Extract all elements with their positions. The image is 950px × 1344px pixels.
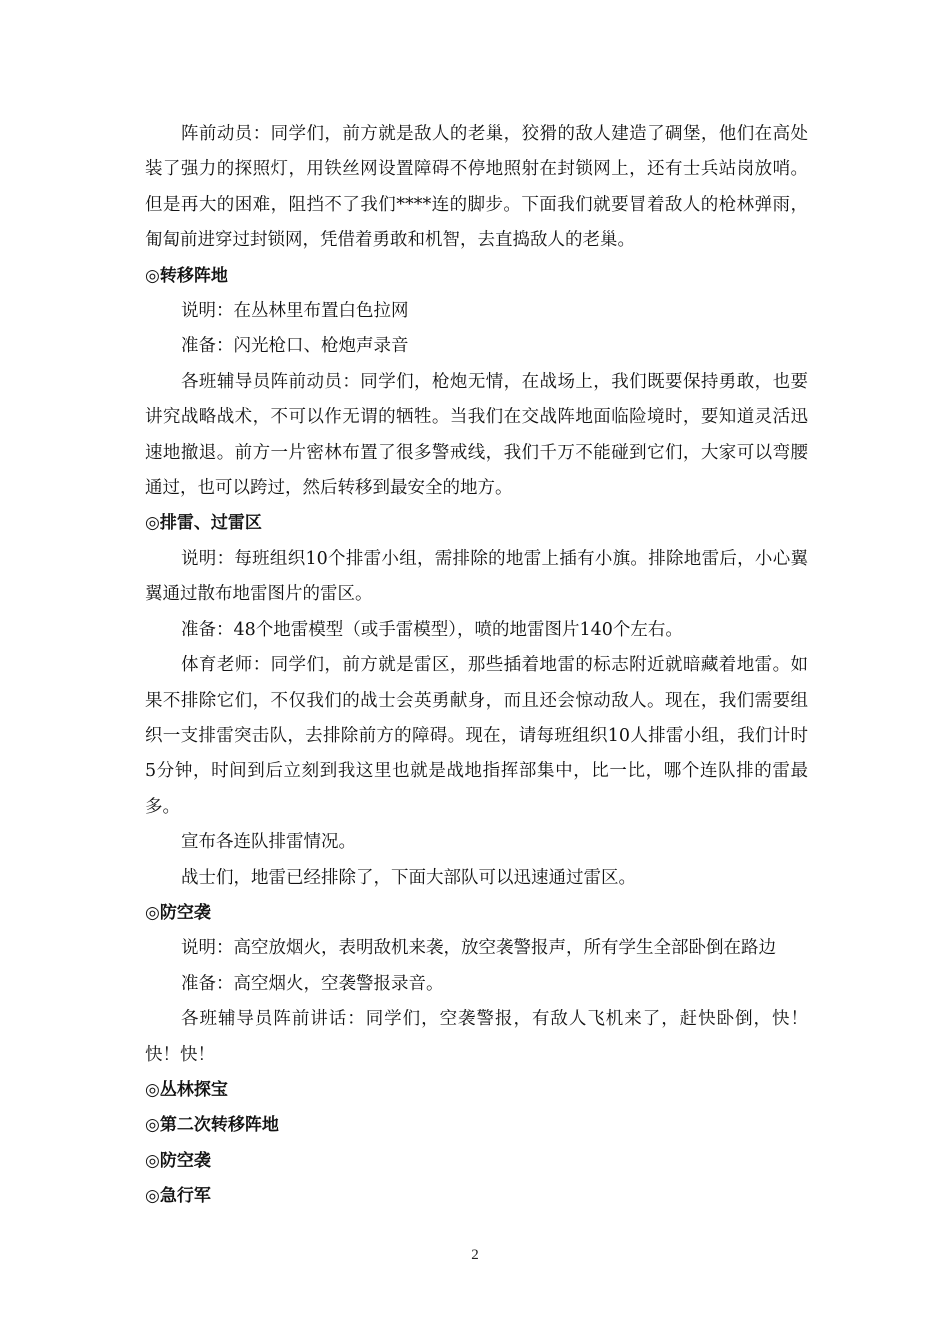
- section-heading-mine-clearing: ◎排雷、过雷区: [145, 513, 262, 534]
- section-heading-move-position: ◎转移阵地: [145, 265, 228, 286]
- paragraph-mine-preparation: 准备：48个地雷模型（或手雷模型），喷的地雷图片140个左右。: [181, 619, 683, 640]
- section-heading-second-move: ◎第二次转移阵地: [145, 1115, 279, 1136]
- page-number: 2: [471, 1247, 479, 1263]
- paragraph-mine-announce: 宣布各连队排雷情况。: [181, 832, 356, 853]
- paragraph-mine-description: 说明：每班组织10个排雷小组，需排除的地雷上插有小旗。排除地雷后，小心翼翼通过散布地雷图片的雷区。: [145, 548, 808, 605]
- paragraph-move-description: 说明：在丛林里布置白色拉网: [181, 301, 409, 322]
- section-heading-air-raid: ◎防空袭: [145, 902, 211, 923]
- paragraph-move-preparation: 准备：闪光枪口、枪炮声录音: [181, 336, 409, 357]
- paragraph-move-speech: 各班辅导员阵前动员：同学们，枪炮无情，在战场上，我们既要保持勇敢，也要讲究战略战术，不可以作无谓的牺牲。当我们在交战阵地面临险境时，要知道灵活迅速地撤退。前方一片密林布置了很多警戒线，我们千万不能碰到它们，大家可以弯腰通过，也可以跨过，然后转移到最安全的地方。: [145, 371, 808, 499]
- paragraph-air-raid-description: 说明：高空放烟火，表明敌机来袭，放空袭警报声，所有学生全部卧倒在路边: [181, 938, 776, 959]
- paragraph-air-raid-speech: 各班辅导员阵前讲话：同学们，空袭警报，有敌人飞机来了，赶快卧倒，快！快！快！: [145, 1009, 808, 1065]
- paragraph-mine-speech: 体育老师：同学们，前方就是雷区，那些插着地雷的标志附近就暗藏着地雷。如果不排除它们，不仅我们的战士会英勇献身，而且还会惊动敌人。现在，我们需要组织一支排雷突击队，去排除前方的障碍。现在，请每班组织10人排雷小组，我们计时5分钟，时间到后立刻到我这里也就是战地指挥部集中，比一比，哪个连队排的雷最多。: [145, 655, 808, 817]
- section-heading-air-raid-2: ◎防空袭: [145, 1150, 211, 1171]
- paragraph-advance-mobilization: 阵前动员：同学们，前方就是敌人的老巢，狡猾的敌人建造了碉堡，他们在高处装了强力的探照灯，用铁丝网设置障碍不停地照射在封锁网上，还有士兵站岗放哨。但是再大的困难，阻挡不了我们****连的脚步。下面我们就要冒着敌人的枪林弹雨，匍匐前进穿过封锁网，凭借着勇敢和机智，去直捣敌人的老巢。: [145, 124, 808, 251]
- document-body: [145, 117, 808, 1215]
- section-heading-forced-march: ◎急行军: [145, 1186, 211, 1207]
- paragraph-air-raid-preparation: 准备：高空烟火，空袭警报录音。: [181, 973, 444, 994]
- section-heading-jungle-treasure: ◎丛林探宝: [145, 1079, 228, 1100]
- paragraph-mine-pass: 战士们，地雷已经排除了，下面大部队可以迅速通过雷区。: [181, 867, 636, 888]
